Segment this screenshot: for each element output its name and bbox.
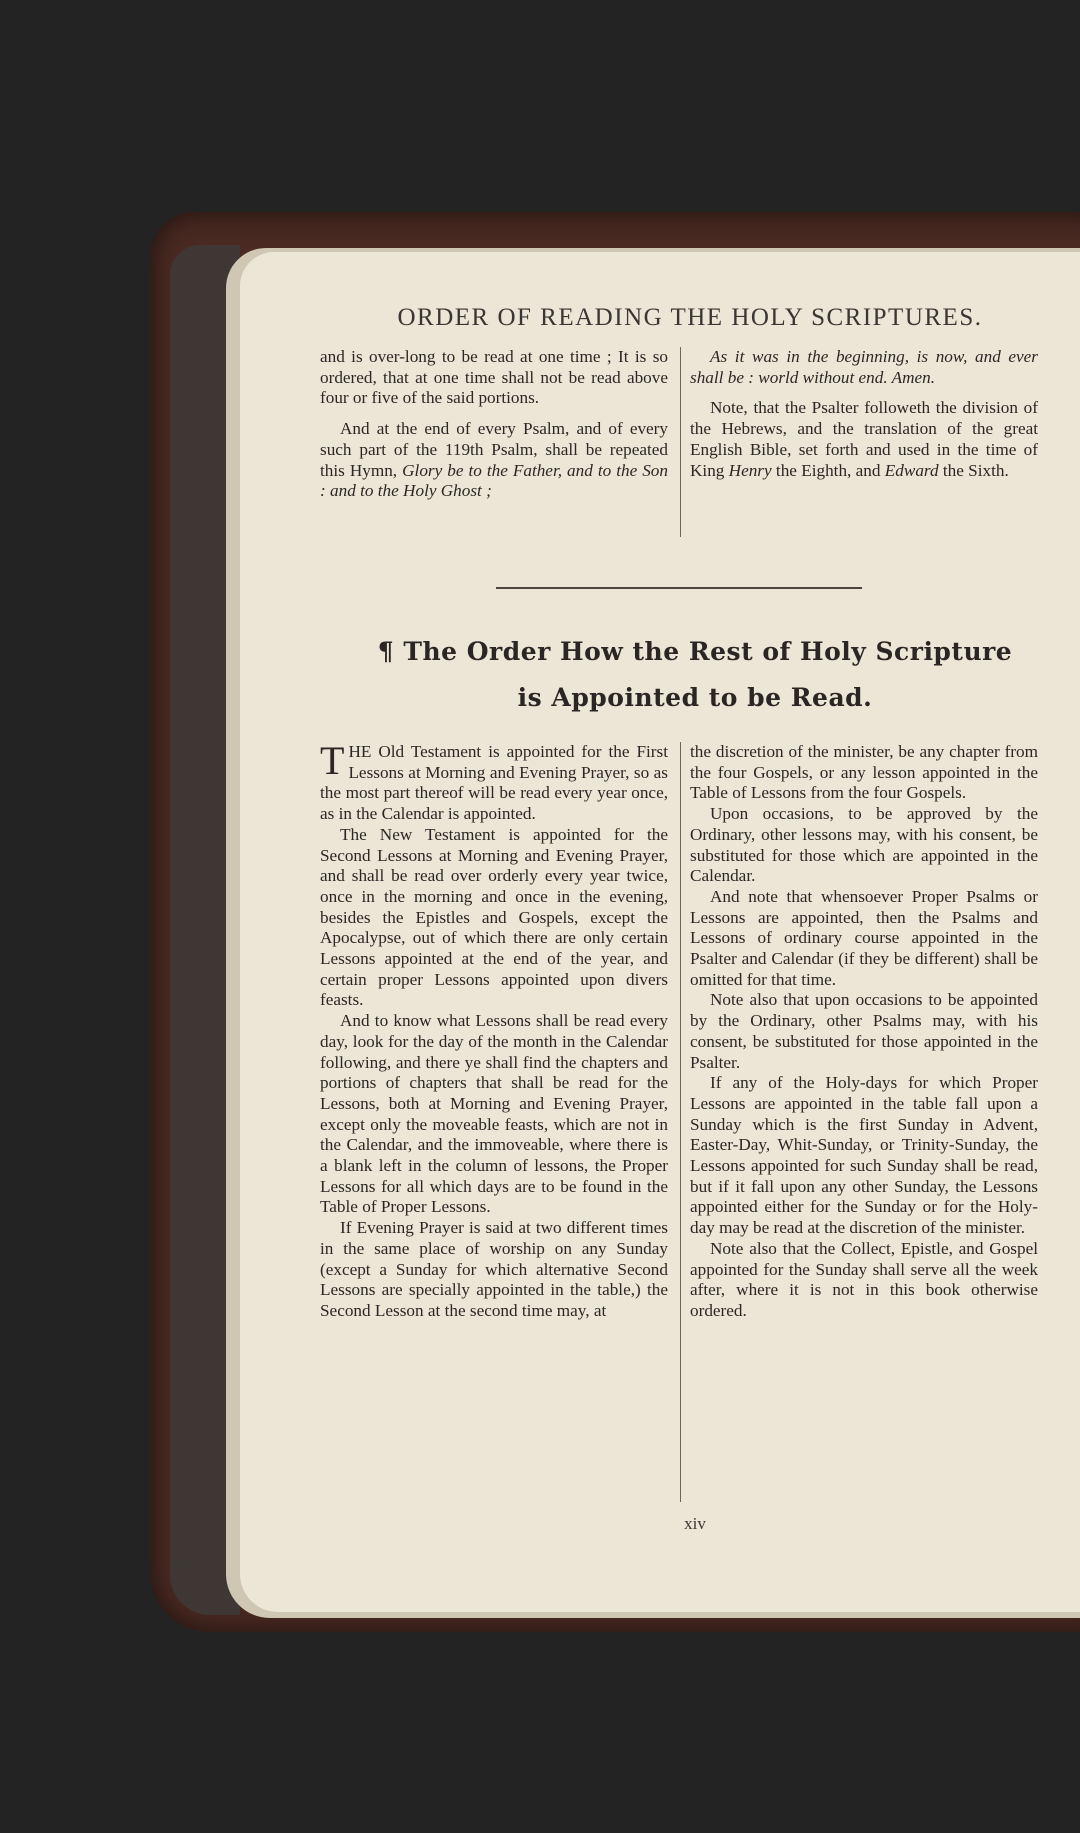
doxology-italic: As it was in the beginning, is now, and ever shall be : world without end. Amen.: [690, 347, 1038, 387]
psalter-note-edward: Edward: [884, 460, 939, 480]
right-column: [690, 742, 1038, 1322]
psalter-note-text-b: the Eighth, and: [775, 460, 881, 480]
right-paragraph-4: Note also that upon occasions to be appointed by the Ordinary, other Psalms may, with his consent, be substituted for those appointed in the Psalter.: [690, 990, 1038, 1072]
right-paragraph-1: the discretion of the minister, be any chapter from the four Gospels, or any lesson appointed in the Table of Lessons from the four Gospels.: [690, 742, 1038, 803]
top-left-paragraph-2-text: And at the end of every Psalm, and of every such part of the 119th Psalm, shall be repeated this Hymn,: [320, 419, 668, 480]
book-page: [240, 252, 1080, 1612]
section-heading-line-1: ¶ The Order How the Rest of Holy Scripture: [377, 637, 1013, 666]
psalter-note-henry: Henry: [728, 460, 772, 480]
left-paragraph-3: And to know what Lessons shall be read every day, look for the day of the month in the Calendar following, and there ye shall find the chapters and portions of chapters that shall be read for the Lessons, both at Morning and Evening Prayer, except only the moveable feasts, which are not in the Calendar, and the immoveable, where there is a blank left in the column of lessons, the Proper Lessons for all which days are to be found in the Table of Proper Lessons.: [320, 1011, 668, 1217]
section-divider: [496, 587, 862, 589]
psalter-note-text-a: Note, that the Psalter followeth the division of the Hebrews, and the translation of the great English Bible, set forth and used in the time of King: [690, 398, 1038, 480]
left-paragraph-1: [320, 738, 668, 825]
main-column-rule: [680, 742, 681, 1502]
top-left-paragraph-2-italic: Glory be to the Father, and to the Son : and to the Holy Ghost ;: [320, 460, 668, 501]
left-paragraph-4: If Evening Prayer is said at two different times in the same place of worship on any Sunday (except a Sunday for which alternative Second Lessons are specially appointed in the table,) the Second Lesson at the second time may, at: [320, 1218, 668, 1320]
left-paragraph-1-text: HE Old Testament is appointed for the First Lessons at Morning and Evening Prayer, so as the most part thereof will be read every year once, as in the Calendar is appointed.: [320, 742, 668, 824]
top-column-rule: [680, 347, 681, 537]
running-head: ORDER OF READING THE HOLY SCRIPTURES.: [397, 304, 983, 331]
right-paragraph-6: Note also that the Collect, Epistle, and Gospel appointed for the Sunday shall serve all the week after, where it is not in this book otherwise ordered.: [690, 1238, 1038, 1320]
section-heading-line-2: is Appointed to be Read.: [517, 683, 873, 712]
psalter-note-text-c: the Sixth.: [942, 460, 1009, 480]
left-column: [320, 738, 668, 1322]
top-right-paragraph-2: [690, 398, 1038, 481]
top-left-paragraph-1: and is over-long to be read at one time ; It is so ordered, that at one time shall not be read above four or five of the said portions.: [320, 347, 668, 408]
top-left-column: [320, 347, 668, 512]
drop-cap: T: [320, 738, 345, 783]
page-number: xiv: [684, 1514, 706, 1533]
right-paragraph-3: And note that whensoever Proper Psalms or Lessons are appointed, then the Psalms and Lessons of ordinary course appointed in the Psalter and Calendar (if they be different) shall be omitted for that time.: [690, 886, 1038, 989]
right-paragraph-2: Upon occasions, to be approved by the Ordinary, other lessons may, with his consent, be substituted for those which are appointed in the Calendar.: [690, 804, 1038, 886]
top-left-paragraph-2: [320, 419, 668, 502]
right-paragraph-5: If any of the Holy-days for which Proper Lessons are appointed in the table fall upon a Sunday which is the first Sunday in Advent, Easter-Day, Whit-Sunday, or Trinity-Sunday, the Lessons appointed for such Sunday shall be read, but if it fall upon any other Sunday, the Lessons appointed either for the Sunday or for the Holy-day may be read at the discretion of the minister.: [690, 1073, 1038, 1238]
top-right-paragraph-1: [690, 347, 1038, 388]
left-paragraph-2: The New Testament is appointed for the Second Lessons at Morning and Evening Prayer, and shall be read over orderly every year twice, once in the morning and once in the evening, besides the Epistles and Gospels, except the Apocalypse, out of which there are only certain Lessons appointed at the end of the year, and certain proper Lessons appointed upon divers feasts.: [320, 824, 668, 1010]
top-right-column: [690, 347, 1038, 491]
